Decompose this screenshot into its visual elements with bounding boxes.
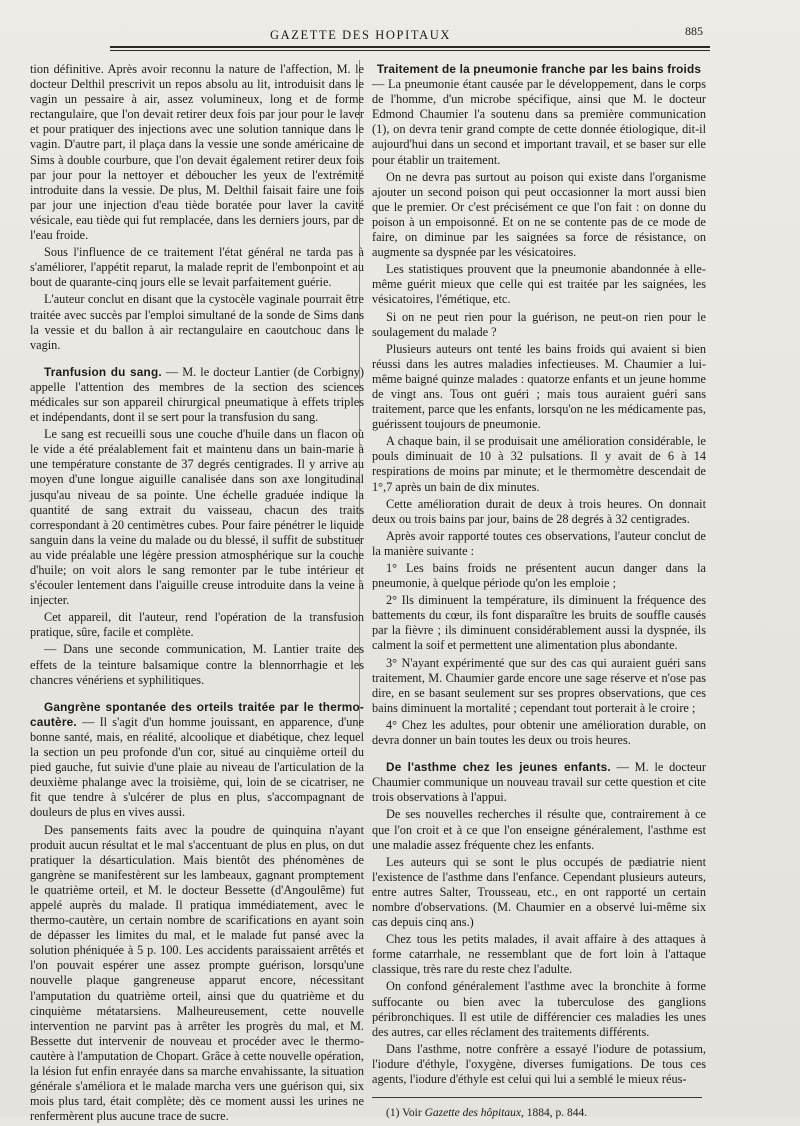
header-rule [110, 46, 710, 48]
paragraph: Cette amélioration durait de deux à trois heures. On donnait deux ou trois bains par jour, bains de 28 degrés à 32 centigrades. [372, 496, 706, 526]
header-rule-thin [110, 50, 710, 51]
paragraph: Chez tous les petits malades, il avait affaire à des attaques à forme catarrhale, ne ressemblant que de fort loin à l'attaque classique, très rare du reste chez l'adulte. [372, 932, 706, 977]
cystocele-article-end [30, 62, 364, 353]
paragraph: De ses nouvelles recherches il résulte que, contrairement à ce que l'on croit et à ce que l'on enseigne généralement, l'asthme est une maladie assez fréquente chez les enfants. [372, 807, 706, 852]
paragraph: Les statistiques prouvent que la pneumonie abandonnée à elle-même guérit mieux que celle qui est traitée par les saignées, les vésicatoires, l'émétique, etc. [372, 262, 706, 307]
paragraph: tion définitive. Après avoir reconnu la nature de l'affection, M. le docteur Delthil prescrivit un repos absolu au lit, introduisit dans le vagin un pessaire à air, assez volumineux, long et de forme rectangulaire, que l'on devait retirer deux fois par jour pour le laver et pour pratiquer des injections avec une solution tannique dans le vagin. D'autre part, il plaça dans la vessie une sonde américaine de Sims à double courbure, que l'on devait également retirer deux fois par jour pour la nettoyer et déboucher les yeux de l'extrémité introduite dans la vessie. De plus, M. Delthil faisait faire une fois par jour une injection d'eau tiède boratée pour laver la cavité vésicale, eau tiède qui fut remplacée, dans les derniers jours, par de l'eau froide. [30, 62, 364, 243]
paragraph: Cet appareil, dit l'auteur, rend l'opération de la transfusion pratique, sûre, facile et complète. [30, 610, 364, 640]
paragraph: Des pansements faits avec la poudre de quinquina n'ayant produit aucun résultat et le mal s'accentuant de plus en plus, on dut pratiquer la désarticulation. Mais bientôt des phénomènes de gangrène se manifestèrent sur les lambeaux, gagnant promptement le quatrième orteil, et M. le docteur Bessette (d'Angoulême) fut appelé auprès du malade. Il pratiqua immédiatement, avec le thermo-cautère, un certain nombre de scarifications en ayant soin de dépasser les limites du mal, et le malade fut pansé avec la solution phéniquée à 5 p. 100. Les accidents paraissaient arrêtés et l'on pouvait espérer une assez prompte guérison, lorsqu'une nouvelle plaque gangreneuse apparut encore, nécessitant l'amputation du quatrième orteil, ainsi que du quatrième et du cinquième métatarsiens. Malheureusement, cette nouvelle intervention ne parvint pas à arrêter les progrès du mal, et M. Bessette dut intervenir de nouveau et procéder avec le thermo-cautère à l'amputation de Chopart. Grâce à cette nouvelle opération, la lésion fut enfin enrayée dans sa marche envahissante, la situation générale s'améliora et le malade marcha vers une guérison qui, six mois plus tard, était complète; dès ce moment aussi les urines ne renfermèrent plus aucune trace de sucre. [30, 822, 364, 1124]
paragraph: — Dans une seconde communication, M. Lantier traite des effets de la teinture balsamique contre la blennorrhagie et les chancres vénériens et syphilitiques. [30, 642, 364, 687]
article-title: Traitement de la pneumonie franche par les bains froids [376, 62, 702, 76]
article-title: Tranfusion du sang. [44, 364, 162, 379]
conclusion-item: 3° N'ayant expérimenté que sur des cas qui auraient guéri sans traitement, M. Chaumier garde encore une sage réserve et n'ose pas dire, en se basant seulement sur ses propres observations, que ces bains diminuent la mortalité ; cependant tout porterait à le croire ; [372, 655, 706, 715]
left-column [30, 62, 364, 1126]
paragraph: Le sang est recueilli sous une couche d'huile dans un flacon où le vide a été préalablement fait et maintenu dans un bain-marie à une température constante de 37 degrés centigrades. Il y arrive au moyen d'une longue aiguille canalisée dans son axe longitudinal jusqu'au niveau de sa pointe. Une échelle graduée indique la quantité de sang extrait du vaisseau, chacun des traits correspondant à 20 centimètres cubes. Pour faire pénétrer le liquide sanguin dans la veine du malade ou du blessé, il suffit de substituer au vide préalable une légère pression atmosphérique sur la couche d'huile; on voit alors le sang remonter par le tube intérieur et s'écouler lentement dans l'aiguille creuse introduite dans la veine à injecter. [30, 427, 364, 608]
lead-text: — M. le docteur Lantier (de Corbigny) appelle l'attention des membres de la section des sciences médicales sur son appareil chirurgical pneumatique à effets triples et indépendants, dont il se sert pour la transfusion du sang. [30, 364, 364, 425]
right-column [372, 62, 706, 1123]
footnote-rule [372, 1097, 702, 1098]
paragraph: On confond généralement l'asthme avec la bronchite à forme suffocante ou bien avec la tuberculose des ganglions péribronchiques. Il est utile de différencier ces maladies les unes des autres, car elles réclament des traitements différents. [372, 979, 706, 1039]
article-lead [30, 700, 364, 821]
paragraph: Si on ne peut rien pour la guérison, ne peut-on rien pour le soulagement du malade ? [372, 309, 706, 339]
transfusion-article [30, 365, 364, 688]
paragraph: Dans l'asthme, notre confrère a essayé l'iodure de potassium, l'iodure d'éthyle, l'oxygène, diverses fumigations. De tous ces agents, l'iodure d'éthyle est celui qui lui a semblé le mieux réus- [372, 1041, 706, 1086]
article-lead [372, 760, 706, 805]
page-header [110, 24, 710, 44]
lead-text: — M. le docteur Chaumier communique un nouveau travail sur cette question et cite trois observations à l'appui. [372, 760, 706, 805]
paragraph: Après avoir rapporté toutes ces observations, l'auteur conclut de la manière suivante : [372, 528, 706, 558]
article-title: Gangrène spontanée des orteils traitée par le thermo-cautère. [30, 699, 364, 729]
running-title: GAZETTE DES HOPITAUX [270, 28, 451, 42]
paragraph: Les auteurs qui se sont le plus occupés de pædiatrie nient l'existence de l'asthme dans l'enfance. Cependant plusieurs auteurs, entre autres Salter, Trousseau, etc., en ont rapporté un certain nombre d'observations. (M. Chaumier en a observé lui-même six cas depuis cinq ans.) [372, 854, 706, 930]
gangrene-article [30, 700, 364, 1125]
paragraph: L'auteur conclut en disant que la cystocèle vaginale pourrait être traitée avec succès par l'emploi simultané de la sonde de Sims dans la vessie et du ballon à air rectangulaire en caoutchouc dans le vagin. [30, 292, 364, 352]
footnote-source: Gazette des hôpitaux [424, 1107, 522, 1120]
article-lead: — La pneumonie étant causée par le développement, dans le corps de l'homme, d'un microbe spécifique, ainsi que M. le docteur Edmond Chaumier l'a soutenu dans sa première communication (1), on devra tenir grand compte de cette donnée étiologique, dit-il aujourd'hui dans un second et important travail, et se baser sur elle pour établir un traitement. [372, 77, 706, 167]
paragraph: Plusieurs auteurs ont tenté les bains froids qui avaient si bien réussi dans les autres maladies infectieuses. M. Chaumier a lui-même baigné quinze malades : quatorze enfants et un jeune homme de vingt ans. Tous ont guéri ; mais tous auraient guéri sans traitement, parce que les enfants, lorsqu'on ne les médicamente pas, guérissent toujours de pneumonie. [372, 341, 706, 432]
paragraph: A chaque bain, il se produisait une amélioration considérable, le pouls diminuait de 10 à 32 pulsations. Il y avait de 6 à 14 respirations de moins par minute; et le thermomètre descendait de 1°,7 après un bain de dix minutes. [372, 434, 706, 494]
footnote-marker: (1) Voir [386, 1107, 425, 1120]
article-lead [30, 365, 364, 425]
conclusion-item: 2° Ils diminuent la température, ils diminuent la fréquence des battements du cœur, ils font disparaître les bruits de souffle causés par la fièvre ; ils diminuent considérablement aussi la dyspnée, ils calment la soif et permettent une alimentation plus abondante. [372, 593, 706, 653]
footnote [372, 1106, 706, 1121]
page-number: 885 [685, 24, 703, 38]
pneumonie-article [372, 62, 706, 748]
lead-text: — Il s'agit d'un homme jouissant, en apparence, d'une bonne santé, mais, en réalité, alcoolique et diabétique, chez lequel la section un peu profonde d'un cor, situé au cinquième orteil du pied gauche, fut suivie d'une plaie au niveau de l'articulation de la deuxième phalange avec la troisième, qui, loin de se cicatriser, ne fit que tendre à s'ulcérer de plus en plus, s'accompagnant de douleurs de plus en vives aussi. [30, 714, 364, 820]
paragraph: Sous l'influence de ce traitement l'état général ne tarda pas à s'améliorer, l'appétit reparut, la malade reprit de l'embonpoint et au bout de quarante-cinq jours elle se levait parfaitement guérie. [30, 245, 364, 290]
article-title: De l'asthme chez les jeunes enfants. [386, 760, 611, 775]
footnote-rest: , 1884, p. 844. [521, 1107, 588, 1120]
asthme-article [372, 760, 706, 1087]
conclusion-item: 1° Les bains froids ne présentent aucun danger dans la pneumonie, à quelque période qu'on les emploie ; [372, 561, 706, 591]
conclusion-item: 4° Chez les adultes, pour obtenir une amélioration durable, on devra donner un bain toutes les deux ou trois heures. [372, 717, 706, 748]
paragraph: On ne devra pas surtout au poison qui existe dans l'organisme ajouter un second poison qui peut occasionner la mort aussi bien que le premier. Or c'est précisément ce que l'on fait : on donne du poison à un empoisonné. Et on ne se contente pas de ce mode de faire, on diminue par les saignées sa force de résistance, on augmente sa dyspnée par les vésicatoires. [372, 169, 706, 260]
